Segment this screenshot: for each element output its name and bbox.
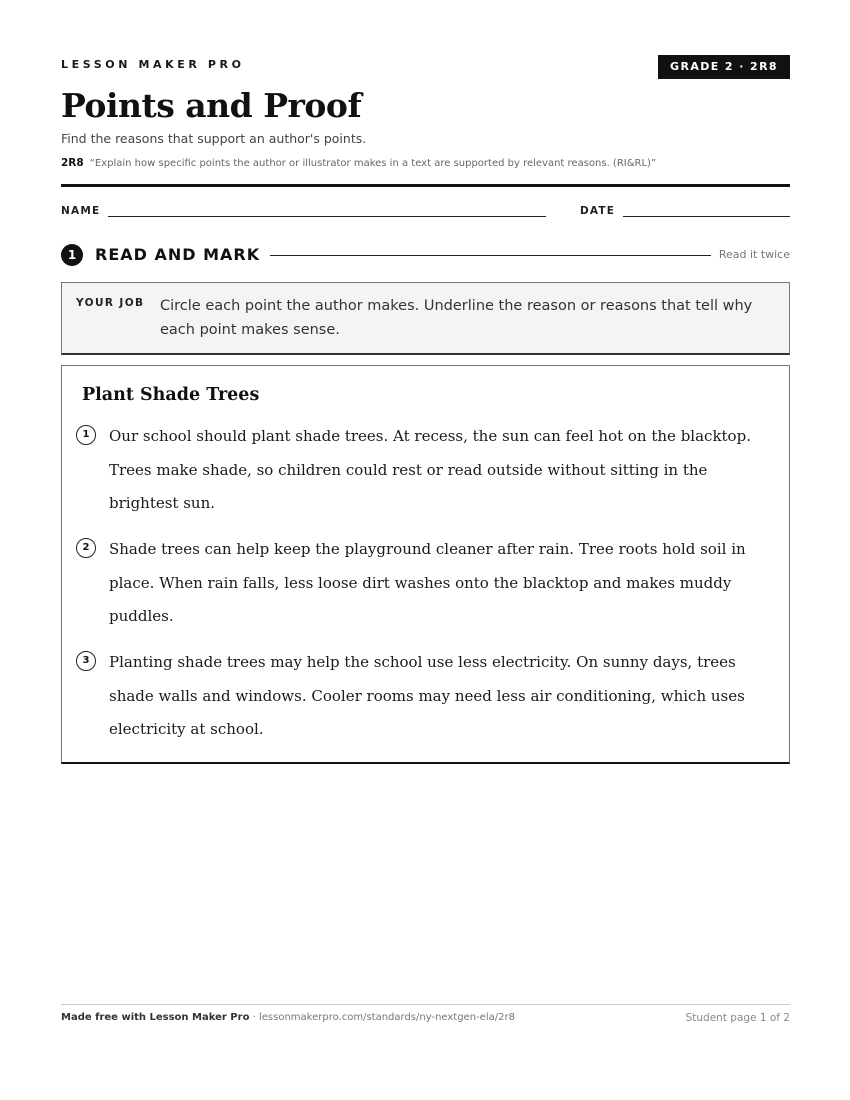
standard-line <box>61 157 656 169</box>
step-number-badge: 1 <box>61 244 83 266</box>
section-title: READ AND MARK <box>95 245 261 264</box>
paragraph-number: 3 <box>76 651 96 671</box>
date-field[interactable] <box>623 216 790 217</box>
paragraph-number: 1 <box>76 425 96 445</box>
page-subtitle: Find the reasons that support an author's points. <box>61 131 367 146</box>
section-note: Read it twice <box>718 248 790 261</box>
footer-separator: · <box>249 1012 259 1023</box>
reading-passage <box>61 365 790 764</box>
name-field[interactable] <box>108 216 546 217</box>
footer-credit <box>61 1012 515 1023</box>
worksheet-page <box>61 0 790 1100</box>
section-header <box>61 244 790 266</box>
standard-text: “Explain how specific points the author or illustrator makes in a text are supported by relevant reasons. (RI&RL)” <box>89 158 657 169</box>
paragraph-number: 2 <box>76 538 96 558</box>
page-title: Points and Proof <box>61 86 362 125</box>
passage-title: Plant Shade Trees <box>82 385 260 405</box>
instructions-label: YOUR JOB <box>76 297 145 309</box>
grade-badge: GRADE 2 · 2R8 <box>658 55 790 79</box>
footer-made-with: Made free with Lesson Maker Pro <box>61 1012 250 1023</box>
header-divider <box>61 184 790 187</box>
name-label: NAME <box>61 205 101 217</box>
paragraph-text: Our school should plant shade trees. At recess, the sun can feel hot on the blacktop. Trees make shade, so children could rest or read outside without sitting in the brightest sun. <box>109 427 751 512</box>
instructions-box <box>61 282 790 355</box>
section-rule <box>270 255 711 256</box>
instructions-text: Circle each point the author makes. Underline the reason or reasons that tell why each point makes sense. <box>160 298 753 338</box>
standard-code: 2R8 <box>61 157 84 169</box>
paragraph-text: Shade trees can help keep the playground cleaner after rain. Tree roots hold soil in place. When rain falls, less loose dirt washes onto the blacktop and makes muddy puddles. <box>109 540 746 625</box>
date-label: DATE <box>580 205 616 217</box>
paragraph-text: Planting shade trees may help the school use less electricity. On sunny days, trees shade walls and windows. Cooler rooms may need less air conditioning, which uses electricity at school. <box>109 653 745 738</box>
brand-name: LESSON MAKER PRO <box>61 58 245 71</box>
footer-divider <box>61 1004 790 1005</box>
footer-page-number: Student page 1 of 2 <box>685 1012 790 1024</box>
footer-url[interactable]: lessonmakerpro.com/standards/ny-nextgen-ela/2r8 <box>258 1012 515 1023</box>
